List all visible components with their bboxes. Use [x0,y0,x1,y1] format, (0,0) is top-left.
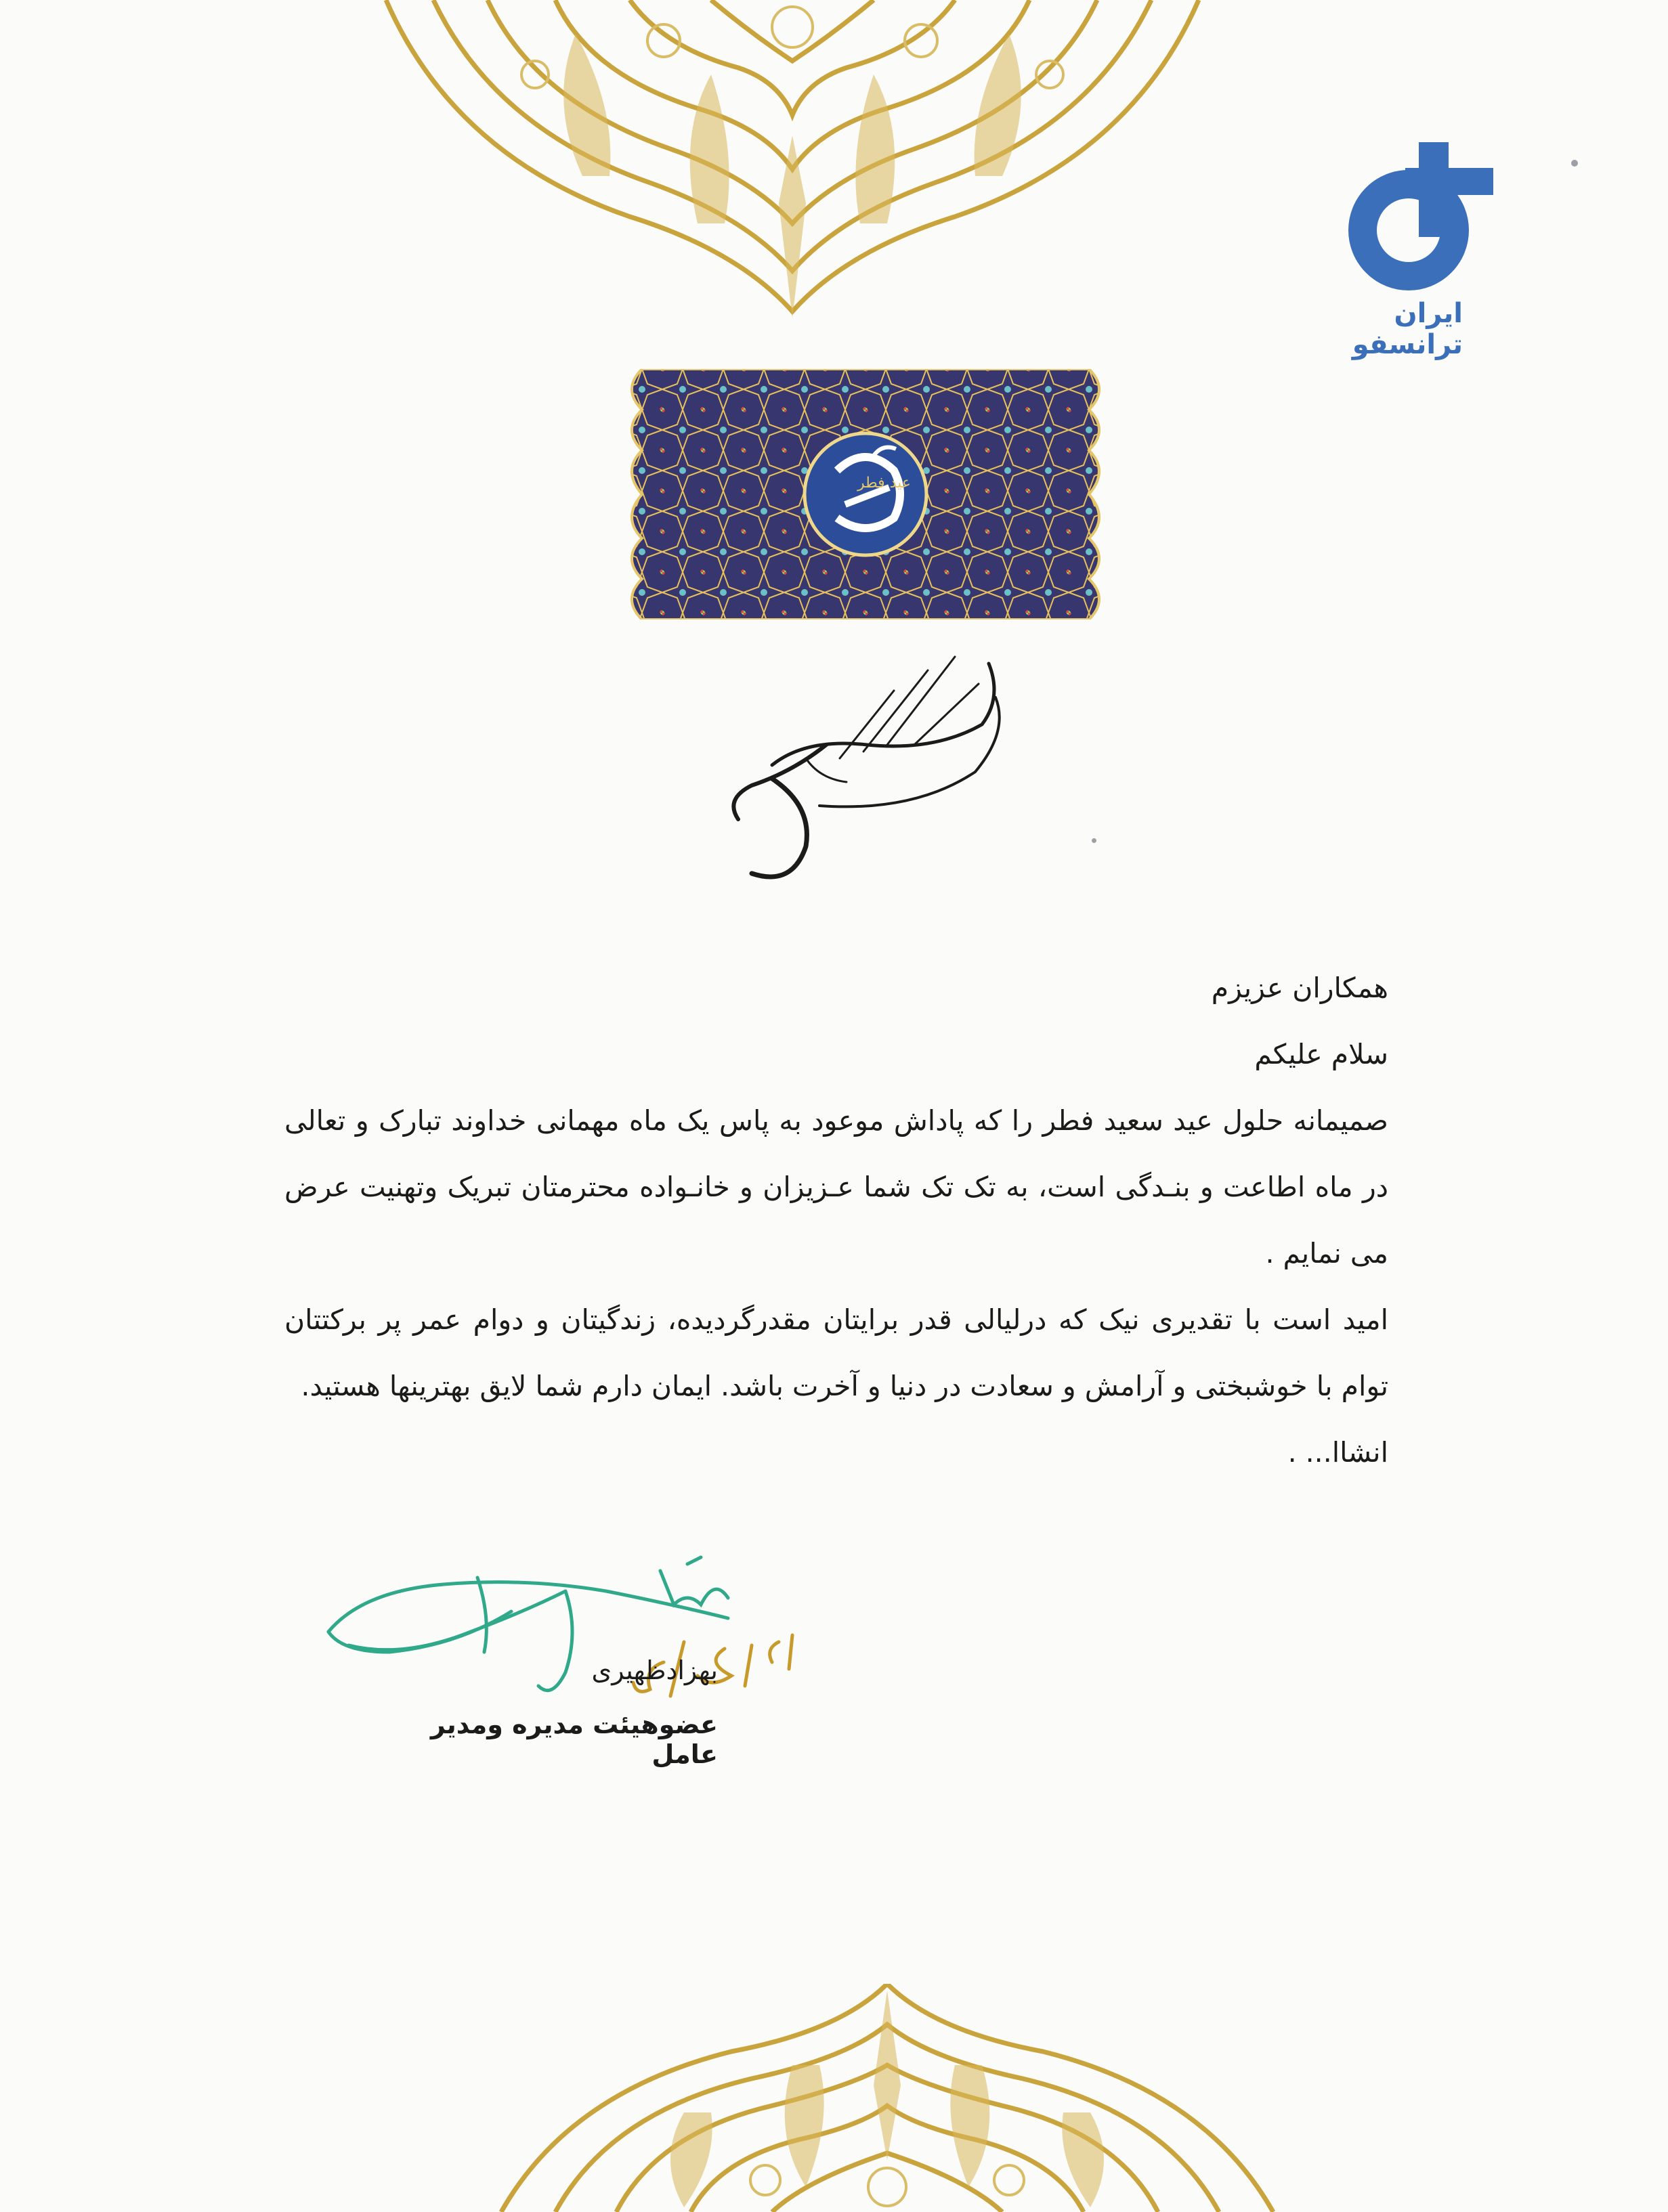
paper-speck [1571,160,1578,167]
signer-name: بهزادظهیری [591,1655,718,1685]
closing: انشاا... . [1287,1436,1388,1469]
iran-transfo-logo-icon [1341,135,1497,298]
eid-banner-label: عید فطر [857,475,912,492]
company-name: ایران ترانسفو [1352,298,1463,360]
greeting: سلام علیکم [1254,1038,1388,1070]
paragraph-wishes: امید است با تقدیری نیک که درلیالی قدر برایتان مقدرگردیده، زندگیتان و دوام عمر پر برکتتان توام با خوشبختی و آرامش و سعادت در دنیا و آخرت باشد. ایمان دارم شما لایق بهترینها هستید. [284,1303,1388,1402]
signer-title: عضوهیئت مدیره ومدیر عامل [430,1710,718,1769]
gold-mandala-top-ornament [359,0,1226,318]
paragraph-eid-congratulations: صمیمانه حلول عید سعید فطر را که پاداش موعود به پاس یک ماه مهمانی خداوند تبارک و تعالی در ماه اطاعت و بنـدگی است، به تک تک شما عـزیزان و خانـواده محترمتان تبریک وتهنیت عرض می نمایم . [284,1104,1388,1270]
company-logo [1327,115,1503,360]
letter-body [284,955,1388,1485]
eid-fitr-banner [622,369,1109,620]
gold-mandala-bottom-ornament [488,1984,1287,2212]
salutation: همکاران عزیزم [1211,972,1388,1004]
paper-speck [1092,838,1096,843]
basmala-calligraphy [711,643,1029,894]
